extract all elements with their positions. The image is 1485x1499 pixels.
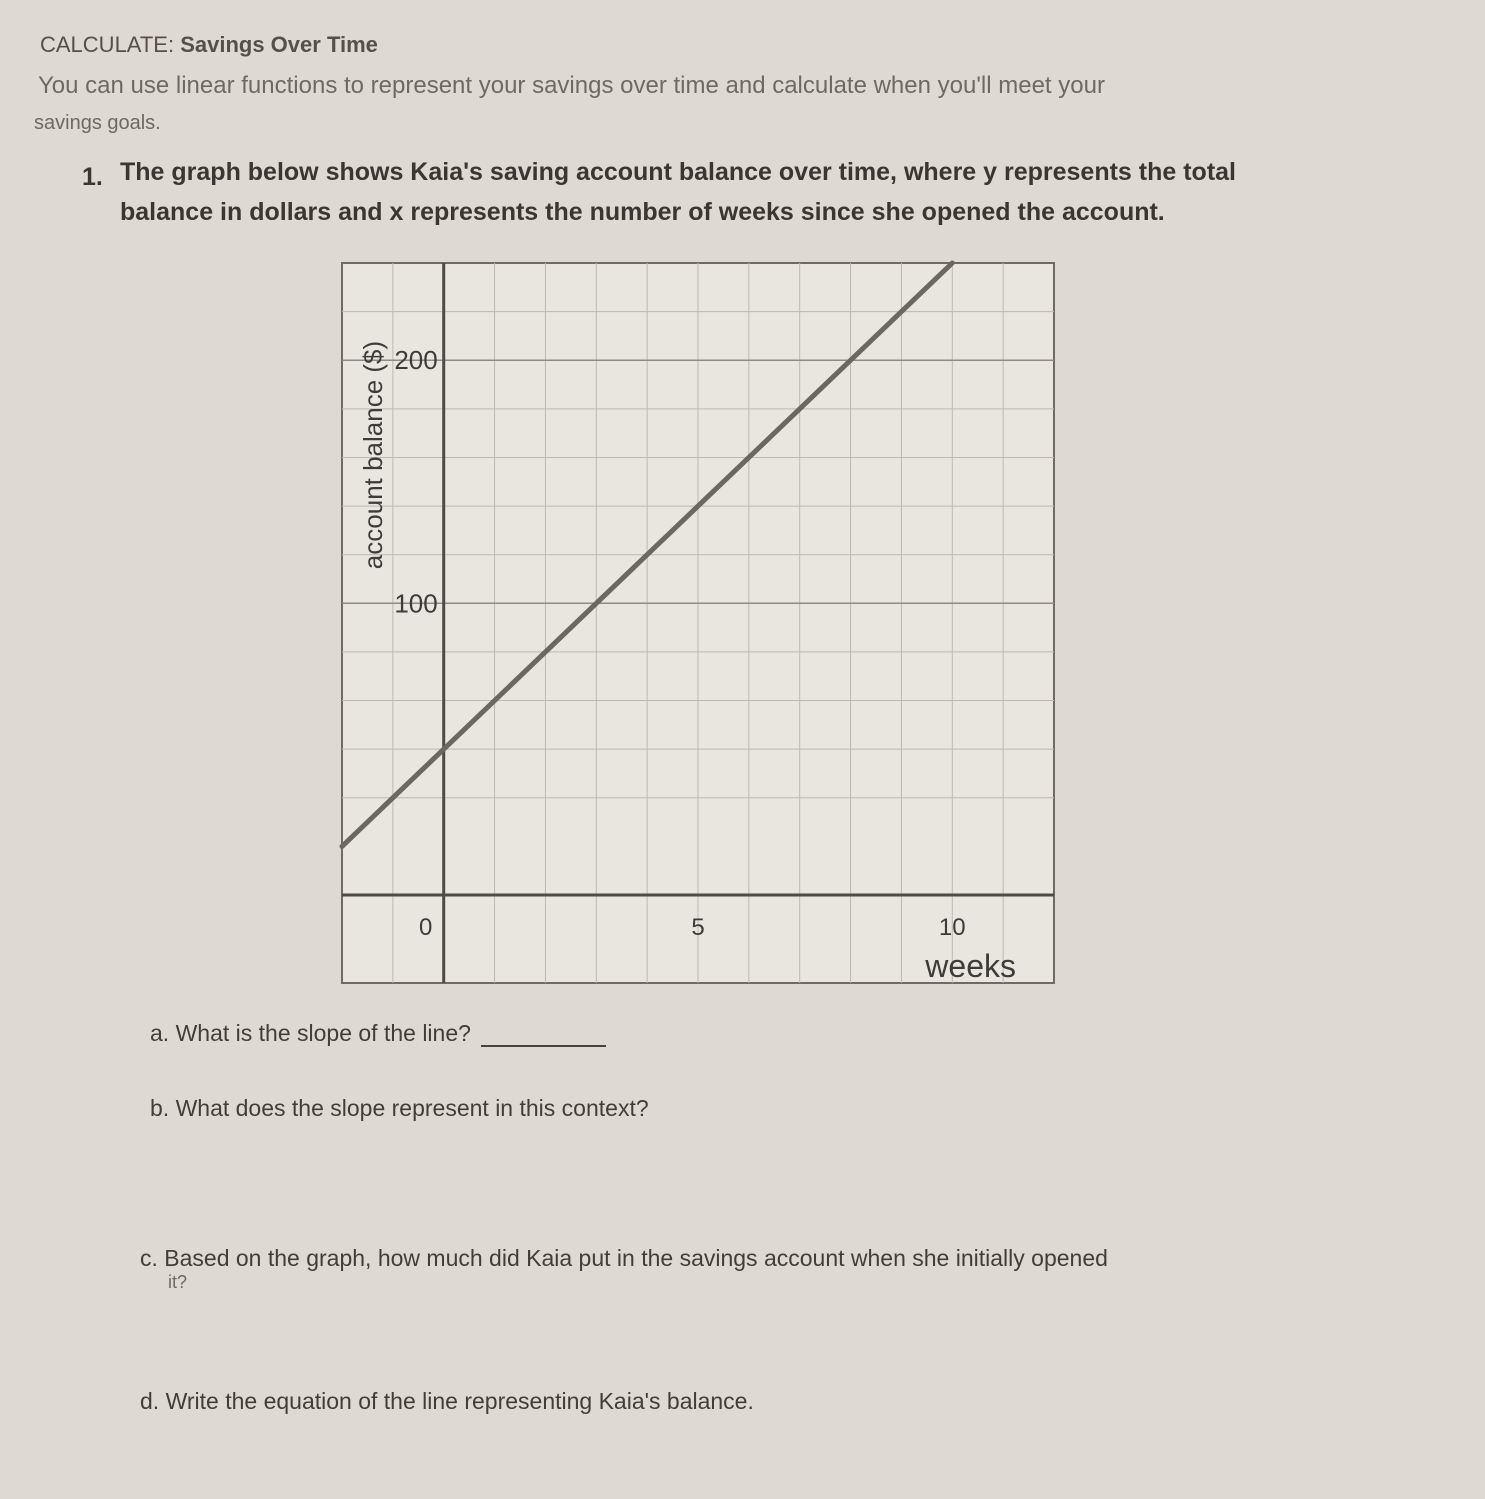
subquestion-a-text: a. What is the slope of the line? <box>150 1020 471 1046</box>
question-1-line-1: The graph below shows Kaia's saving account balance over time, where y represents the total <box>120 158 1237 186</box>
subquestion-a <box>150 1020 606 1047</box>
intro-line-1: You can use linear functions to represent your savings over time and calculate when you'll meet your <box>38 72 1105 99</box>
y-tick-label: 200 <box>394 345 438 376</box>
question-1-number: 1. <box>82 163 103 191</box>
header-label: CALCULATE: <box>40 32 175 57</box>
intro-line-2: savings goals. <box>34 112 161 134</box>
worksheet-header <box>40 32 378 58</box>
y-axis-label: account balance ($) <box>358 340 388 570</box>
balance-chart <box>330 255 1060 990</box>
subquestion-b: b. What does the slope represent in this context? <box>150 1095 649 1121</box>
subquestion-d: d. Write the equation of the line representing Kaia's balance. <box>140 1388 754 1414</box>
worksheet-title: Savings Over Time <box>180 32 378 57</box>
x-tick-label: 0 <box>419 914 433 941</box>
subquestion-c-line-1: c. Based on the graph, how much did Kaia put in the savings account when she initially opened <box>140 1245 1108 1271</box>
x-axis-label: weeks <box>925 948 1016 984</box>
x-tick-label: 5 <box>691 914 705 941</box>
y-tick-label: 100 <box>394 588 438 619</box>
answer-blank-a[interactable] <box>481 1023 606 1047</box>
subquestion-c-line-2: it? <box>168 1272 188 1292</box>
question-1-line-2: balance in dollars and x represents the number of weeks since she opened the account. <box>120 198 1165 226</box>
x-tick-label: 10 <box>938 914 966 941</box>
